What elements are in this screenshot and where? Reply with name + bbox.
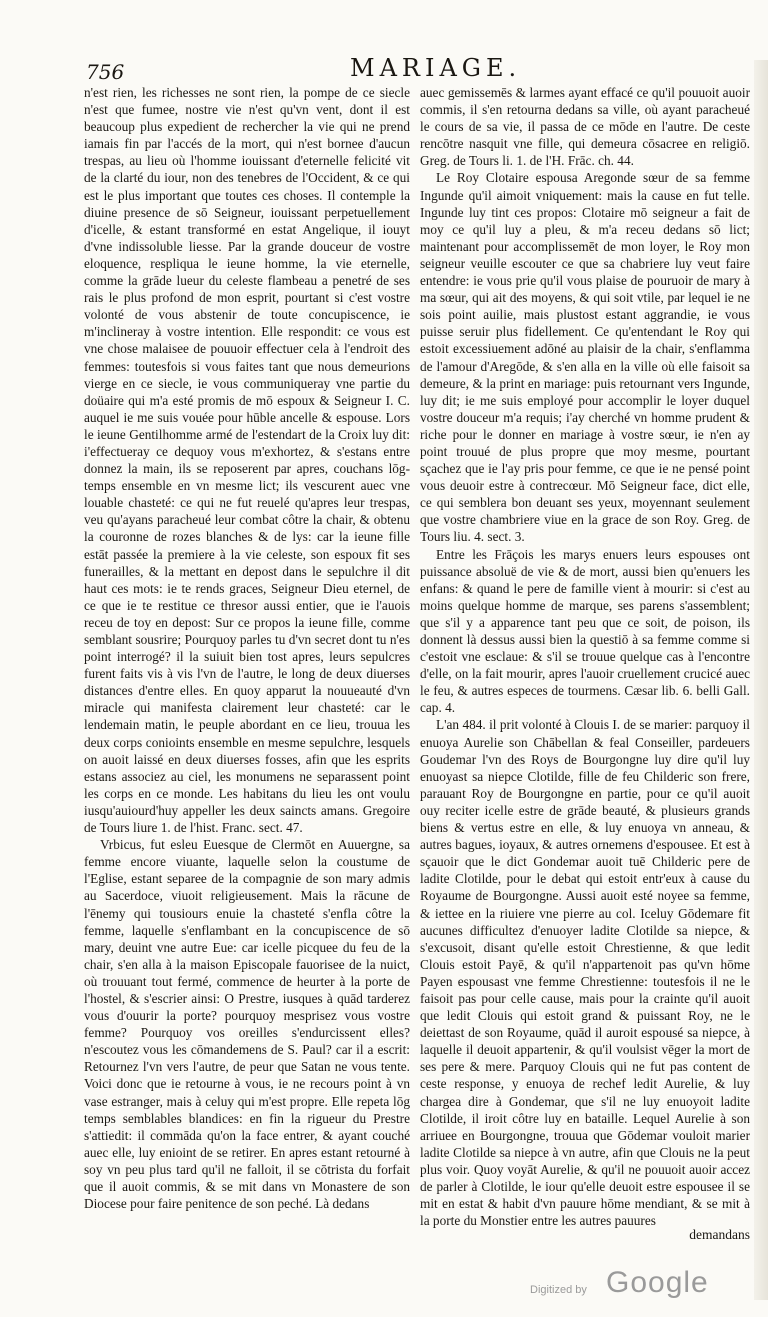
paragraph: n'est rien, les richesses ne sont rien, la pompe de ce siecle n'est que fumee, nostre vie n'est qu'vn vent, dont il est beaucoup plus expedient de rechercher la vie qui ne prend iamais fin par l'accés de la mort, qui n'est bornee d'aucun trespas, au lieu où l'homme iouissant d'eternelle felicité vit de la clarté du iour, non des tenebres de l'Occident, & ce qui est le plus important que toutes ces choses. Il contemple la diuine presence de sō Seigneur, iouissant perpetuellement d'icelle, & estant transformé en estat Angelique, il iouyt d'vne indissoluble liesse. Par la grande douceur de vostre eloquence, respliqua le ieune homme, la vie eternelle, comme la grāde lueur du celeste flambeau a penetré de ses rais le plus profond de mon esprit, pourtant si c'est vostre volonté de vous abstenir de toute concupiscence, ie m'inclineray à vostre intention. Elle respondit: ce vous est vne chose malaisee de pouuoir effectuer cela à l'endroit des femmes: toutesfois si vous faites tant que nous demeurions vierge en ce siecle, ie vous communiqueray vne partie du doüaire qui m'a esté promis de mō espoux & Seigneur I. C. auquel ie me suis vouée pour hūble ancelle & espouse. Lors le ieune Gentilhomme armé de l'estendart de la Croix luy dit: i'effectueray ce dequoy vous m'exhortez, & s'estans entre donnez la main, ils se reposerent par apres, couchans lōg-temps ensemble en vn mesme lict; ils vescurent auec vne louable chasteté: ce qui ne fut reuelé qu'apres leur trespas, veu qu'ayans paracheué leur combat côtre la chair, & obtenu la couronne de rozes blanches & de lys: car la ieune fille estāt passée la premiere à la vie celeste, son espoux fit ses funerailles, & la mettant en depost dans le sepulchre il dit haut ces mots: ie te rends graces, Seigneur Dieu eternel, de ce que ie te restitue ce thresor aussi entier, que ie l'auois receu de toy en depost: Sur ce propos la ieune fille, comme semblant sousrire; Pourquoy parles tu d'vn secret dont tu n'es point interrogé? il la suiuit bien tost apres, leurs sepulcres furent faits vis à vis l'vn de l'autre, le long de deux diuerses distances d'entre elles. En quoy apparut la nouueauté d'vn miracle qui manifesta clairement leur chasteté: car le lendemain matin, le peuple abordant en ce lieu, trouua les deux corps conioints ensemble en mesme sepulchre, lesquels on auoit laissé en deux diuerses fosses, afin que les esprits estans associez au ciel, les monumens ne separassent point les corps en ce monde. Les habitans du lieu les ont voulu iusqu'auiourd'huy appeller les deux saincts amans. Gregoire de Tours liure 1. de l'hist. Franc. sect. 47. — [84, 85, 410, 836]
page-number: 756 — [86, 60, 125, 84]
right-column — [420, 84, 750, 1264]
page-edge — [754, 60, 768, 1300]
running-title: MARIAGE. — [350, 54, 522, 82]
digitized-watermark — [530, 1268, 720, 1308]
paragraph: L'an 484. il prit volonté à Clouis I. de se marier: parquoy il enuoya Aurelie son Chābellan & feal Conseiller, pardeuers Goudemar l'vn des Roys de Bourgongne luy dire qu'il luy enuoyast sa niepce Clotilde, fille de feu Childeric son frere, parauant Roy de Bourgongne en partie, pour ce qu'il auoit ouy reciter icelle estre de grāde beauté, & plusieurs grands biens & vertus estre en elle, & luy enuoya vn anneau, & autres bagues, ioyaux, & autres ornemens d'espousee. Et est à sçauoir que le dict Gondemar auoit tuē Childeric pere de ladite Clotilde, pour le debat qui estoit entr'eux à cause du Royaume de Bourgongne. Aussi auoit esté noyee sa femme, & iettee en la riuiere vne pierre au col. Iceluy Gōdemare fit aucunes difficultez d'enuoyer ladite Clotilde sa niepce, & s'excusoit, disant qu'elle estoit Chrestienne, & que ledit Clouis estoit Payē, & qu'il n'appartenoit pas qu'vn hōme Payen espousast vne femme Chrestienne: toutesfois il ne le faisoit pas pour celle cause, mais pour la crainte qu'il auoit que ledit Clouis qui estoit grand & puissant Roy, ne le deiettast de son Royaume, quād il auroit espousé sa niepce, à laquelle il deuoit appartenir, & qu'il voulsist vēger la mort de ses pere & mere. Parquoy Clouis qui ne fut pas content de ceste response, y enuoya de rechef ledit Aurelie, & luy chargea dire à Gondemar, que s'il ne luy enuoyoit ladite Clotilde, il iroit côtre luy en bataille. Lequel Aurelie à son arriuee en Bourgongne, trouua que Gōdemar vouloit marier ladite Clotilde sa niepce à vn autre, afin que Clouis ne la peut plus voir. Quoy voyāt Aurelie, & qu'il ne pouuoit auoir accez de parler à Clotilde, le iour qu'elle deuoit estre espousee il se mit en estat & habit d'vn pauure hōme mendiant, & se mit à la porte du Monstier entre les autres pauures — [420, 717, 750, 1229]
paragraph: Le Roy Clotaire espousa Aregonde sœur de sa femme Ingunde qu'il aimoit vniquement: mais la cause en fut telle. Ingunde luy tint ces propos: Clotaire mō seigneur a fait de moy ce qu'il luy a pleu, & m'a receu dedans sō lict; maintenant pour accomplissemēt de mon loyer, le Roy mon seigneur veuille escouter ce que sa chabriere luy veut faire entendre: ie vous prie qu'il vous plaise de pouruoir de mary à ma sœur, qui ait des moyens, & qui soit vtile, par lequel ie ne sois point auilie, mais plustost estant aggrandie, ie vous puisse seruir plus fidellement. Ce qu'entendant le Roy qui estoit excessiuement adōné au plaisir de la chair, s'enflamma de l'amour d'Aregōde, & s'en alla en la ville où elle faisoit sa demeure, & la print en mariage: puis retournant vers Ingunde, luy dit; ie me suis employé pour accomplir le loyer duquel vostre douceur m'a requis; i'ay cherché vn homme prudent & riche pour le donner en mariage à vostre sœur, ie n'en ay point trouué de plus propre que moy mesme, pourtant sçachez que ie l'ay pris pour femme, ce que ie ne pensé point vous deuoir estre à contrecœur. Mō Seigneur face, dict elle, ce qui semblera bon deuant ses yeux, moyennant seulement que vostre chambriere viue en la grace de son Roy. Greg. de Tours liu. 4. sect. 3. — [420, 170, 750, 545]
left-column — [84, 84, 410, 1264]
paragraph: Entre les Frāçois les marys enuers leurs espouses ont puissance absoluë de vie & de mort, aussi bien qu'enuers les enfans: & quand le pere de famille vient à mourir: si c'est au moins quelque homme de marque, ses parens s'assemblent; que s'il y a apparence tant peu que ce soit, de poison, ils donnent là dessus aussi bien la questiō à sa femme comme si c'estoit vne esclaue: & s'il se trouue quelque cas à l'encontre d'elle, on la fait mourir, apres l'auoir cruellement crucicé auec le feu, & autres especes de tourmens. Cæsar lib. 6. belli Gall. cap. 4. — [420, 546, 750, 716]
google-logo: Google — [606, 1266, 709, 1299]
catchword: demandans — [689, 1227, 750, 1242]
paragraph: Vrbicus, fut esleu Euesque de Clermōt en Auuergne, sa femme encore viuante, laquelle selon la coustume de l'Eglise, estant separee de la compagnie de son mary admis au Sacerdoce, viuoit religieusement. Mais la rācune de l'ēnemy qui tousiours enuie la chasteté s'enfla côtre la femme, laquelle s'enflambant en la concupiscence de sō mary, deuint vne autre Eue: car icelle picquee du feu de la chair, s'en alla à la maison Episcopale fauorisee de la nuict, où trouuant tout fermé, commence de heurter à la porte de l'hostel, & s'escrier ainsi: O Prestre, iusques à quād tarderez vous d'ouurir la porte? pourquoy mesprisez vous vostre femme? Pourquoy vos oreilles s'endurcissent elles? n'escoutez vous les cōmandemens de S. Paul? car il a escrit: Retournez l'vn vers l'autre, de peur que Satan ne vous tente. Voici donc que ie retourne à vous, ie ne recours point à vn vase estranger, mais à celuy qui m'est propre. Elle repeta lōg temps semblables blandices: en fin la rigueur du Prestre s'attiedit: il commāda qu'on la face entrer, & ayant couché auec elle, luy enioint de se retirer. En apres estant retourné à soy vn peu plus tard qu'il ne falloit, il se cōtrista du forfait que il auoit commis, & se mit dans vn Monastere de son Diocese pour faire penitence de son peché. Là dedans — [84, 837, 410, 1212]
paragraph: auec gemissemēs & larmes ayant effacé ce qu'il pouuoit auoir commis, il s'en retourna dedans sa ville, où ayant paracheué le cours de sa vie, il passa de ce mōde en l'autre. De ceste rencōtre nasquit vne fille, qui demeura cōsacree en religiō. Greg. de Tours li. 1. de l'H. Frāc. ch. 44. — [420, 85, 750, 169]
watermark-caption: Digitized by — [530, 1284, 587, 1296]
page-header — [0, 52, 768, 82]
